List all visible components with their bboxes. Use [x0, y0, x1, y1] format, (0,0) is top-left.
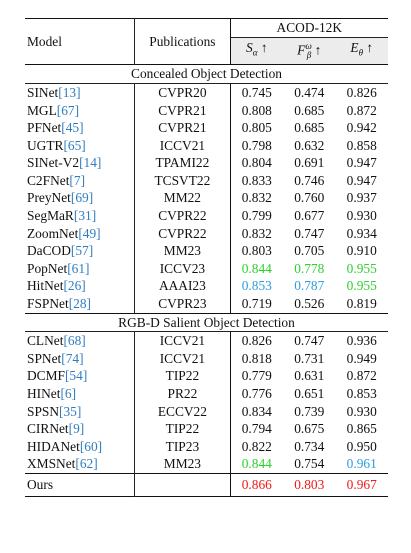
table-row [25, 102, 388, 120]
publication-cell: CVPR22 [135, 225, 230, 243]
publication-cell: MM23 [135, 455, 230, 473]
metric-value-cell: 0.675 [294, 421, 325, 437]
publication-cell [135, 473, 230, 496]
metric-value-cell: 0.910 [346, 243, 377, 259]
metric-value-cell: 0.685 [294, 102, 325, 118]
metric-value-cell: 0.826 [346, 84, 377, 100]
reference-link[interactable]: [65] [63, 137, 86, 153]
model-cell [25, 277, 135, 295]
metric-value-cell: 0.832 [241, 190, 272, 206]
table-row [25, 350, 388, 368]
section-title: RGB-D Salient Object Detection [118, 314, 295, 330]
model-name: FSPNet [27, 296, 69, 312]
metric-value-cell: 0.930 [346, 403, 377, 419]
model-name: CLNet [27, 333, 64, 349]
metric-value-cell: 0.805 [241, 120, 272, 136]
metric-value-cell: 0.947 [346, 172, 377, 188]
publication-cell: CVPR21 [135, 119, 230, 137]
model-name: Ours [25, 473, 135, 496]
model-cell [25, 367, 135, 385]
metric-value-cell: 0.942 [346, 120, 377, 136]
publication-cell: TCSVT22 [135, 172, 230, 190]
dataset-header: ACOD-12K [276, 20, 343, 35]
section-header-row [25, 313, 388, 332]
metric-value-cell: 0.872 [346, 102, 377, 118]
metric-value-cell: 0.779 [241, 368, 272, 384]
publication-cell: TIP23 [135, 438, 230, 456]
metric-value-cell: 0.754 [294, 456, 325, 472]
model-name: XMSNet [27, 456, 76, 472]
reference-link[interactable]: [9] [68, 421, 85, 437]
metric-value-cell: 0.739 [294, 403, 325, 419]
publication-cell: MM23 [135, 242, 230, 260]
metric-value-cell: 0.822 [241, 438, 272, 454]
metric-value-cell: 0.803 [241, 243, 272, 259]
model-cell [25, 189, 135, 207]
model-name: PreyNet [27, 190, 71, 206]
model-name: MGL [27, 102, 57, 118]
metric-value-cell: 0.691 [294, 155, 325, 171]
metric-f-beta-omega-header: $F^\omega_\beta$ ↑ [283, 37, 335, 65]
table-row [25, 332, 388, 350]
metric-value-cell: 0.858 [346, 137, 377, 153]
reference-link[interactable]: [61] [67, 260, 90, 276]
model-name: HINet [27, 386, 61, 402]
metric-value-cell: 0.746 [294, 172, 325, 188]
header-row [25, 19, 388, 38]
model-name: DCMF [27, 368, 65, 384]
table-row [25, 137, 388, 155]
reference-link[interactable]: [35] [59, 403, 82, 419]
section-title: Concealed Object Detection [131, 66, 282, 82]
publication-cell: ICCV23 [135, 260, 230, 278]
metric-value-cell: 0.937 [346, 190, 377, 206]
metric-value-cell: 0.955 [346, 260, 377, 276]
ours-row [25, 473, 388, 496]
reference-link[interactable]: [31] [73, 208, 97, 224]
metric-value-cell: 0.776 [241, 386, 272, 402]
reference-link[interactable]: [67] [56, 102, 80, 118]
reference-link[interactable]: [6] [60, 386, 77, 402]
reference-link[interactable]: [62] [75, 456, 98, 472]
model-cell [25, 102, 135, 120]
model-cell [25, 207, 135, 225]
table-row [25, 295, 388, 313]
publication-cell: CVPR22 [135, 207, 230, 225]
metric-value-cell: 0.865 [346, 421, 377, 437]
metric-value-cell: 0.734 [294, 438, 325, 454]
reference-link[interactable]: [13] [58, 84, 81, 100]
metric-value-cell: 0.818 [241, 350, 272, 366]
metric-s-alpha-header: $S_\alpha$ ↑ [230, 37, 283, 65]
results-table [25, 18, 388, 497]
model-cell [25, 403, 135, 421]
metric-value-cell: 0.799 [241, 208, 272, 224]
metric-value-cell: 0.949 [346, 350, 377, 366]
publication-cell: TIP22 [135, 367, 230, 385]
model-name: DaCOD [27, 243, 71, 259]
reference-link[interactable]: [60] [79, 438, 103, 454]
model-cell [25, 350, 135, 368]
model-cell [25, 242, 135, 260]
publication-cell: CVPR23 [135, 295, 230, 313]
metric-value-cell: 0.794 [241, 421, 272, 437]
metric-value-cell: 0.474 [294, 84, 325, 100]
model-name: UGTR [27, 137, 64, 153]
table-row [25, 385, 388, 403]
publication-cell: PR22 [135, 385, 230, 403]
reference-link[interactable]: [69] [70, 190, 94, 206]
table-row [25, 403, 388, 421]
table-row [25, 154, 388, 172]
model-name: SINet [27, 84, 59, 100]
model-cell [25, 119, 135, 137]
reference-link[interactable]: [7] [69, 172, 86, 188]
reference-link[interactable]: [28] [68, 296, 91, 312]
table-row [25, 420, 388, 438]
model-name: CIRNet [27, 421, 69, 437]
publication-cell: CVPR21 [135, 102, 230, 120]
publication-cell: ICCV21 [135, 332, 230, 350]
publication-cell: ECCV22 [135, 403, 230, 421]
metric-value-cell: 0.950 [346, 438, 377, 454]
model-cell [25, 137, 135, 155]
model-cell [25, 332, 135, 350]
table-row [25, 367, 388, 385]
model-name: ZoomNet [27, 225, 79, 241]
metric-value-cell: 0.833 [241, 172, 272, 188]
metric-value-cell: 0.866 [241, 477, 272, 493]
metric-value-cell: 0.844 [241, 260, 272, 276]
metric-value-cell: 0.747 [294, 333, 325, 349]
publication-cell: TPAMI22 [135, 154, 230, 172]
table-row [25, 207, 388, 225]
publication-cell: MM22 [135, 189, 230, 207]
table-row [25, 242, 388, 260]
model-name: HitNet [27, 278, 64, 294]
model-name: PFNet [27, 120, 62, 136]
metric-value-cell: 0.934 [346, 225, 377, 241]
model-cell [25, 260, 135, 278]
model-cell [25, 295, 135, 313]
metric-value-cell: 0.844 [241, 456, 272, 472]
model-name: SINet-V2 [27, 155, 80, 171]
section-header-row [25, 65, 388, 84]
table-row [25, 455, 388, 473]
metric-value-cell: 0.961 [346, 456, 377, 472]
metric-value-cell: 0.808 [241, 102, 272, 118]
reference-link[interactable]: [57] [70, 243, 94, 259]
reference-link[interactable]: [14] [79, 155, 102, 171]
publication-cell: CVPR20 [135, 83, 230, 101]
table-row [25, 189, 388, 207]
model-name: C2FNet [27, 172, 70, 188]
reference-link[interactable]: [45] [61, 120, 84, 136]
metric-value-cell: 0.632 [294, 137, 325, 153]
table-body [25, 65, 388, 497]
metric-value-cell: 0.834 [241, 403, 272, 419]
model-name: HIDANet [27, 438, 80, 454]
metric-value-cell: 0.778 [294, 260, 325, 276]
metric-value-cell: 0.719 [241, 296, 272, 312]
metric-value-cell: 0.955 [346, 278, 377, 294]
model-name: SPSN [27, 403, 60, 419]
table-row [25, 119, 388, 137]
publication-cell: ICCV21 [135, 350, 230, 368]
metric-value-cell: 0.832 [241, 225, 272, 241]
metric-value-cell: 0.631 [294, 368, 325, 384]
metric-value-cell: 0.936 [346, 333, 377, 349]
metric-value-cell: 0.760 [294, 190, 325, 206]
metric-value-cell: 0.930 [346, 208, 377, 224]
model-cell [25, 225, 135, 243]
metric-e-theta-header: $E_\theta$ ↑ [336, 37, 389, 65]
reference-link[interactable]: [26] [63, 278, 86, 294]
metric-value-cell: 0.853 [241, 278, 272, 294]
reference-link[interactable]: [54] [64, 368, 88, 384]
reference-link[interactable]: [74] [61, 350, 84, 366]
metric-value-cell: 0.747 [294, 225, 325, 241]
model-name: SPNet [27, 350, 62, 366]
metric-value-cell: 0.677 [294, 208, 325, 224]
metric-value-cell: 0.798 [241, 137, 272, 153]
model-cell [25, 420, 135, 438]
metric-value-cell: 0.947 [346, 155, 377, 171]
model-cell [25, 172, 135, 190]
publication-cell: ICCV21 [135, 137, 230, 155]
metric-value-cell: 0.819 [346, 296, 377, 312]
metric-value-cell: 0.731 [294, 350, 325, 366]
reference-link[interactable]: [49] [78, 225, 101, 241]
metric-value-cell: 0.826 [241, 333, 272, 349]
model-name: PopNet [27, 260, 68, 276]
metric-value-cell: 0.872 [346, 368, 377, 384]
metric-value-cell: 0.804 [241, 155, 272, 171]
table-row [25, 225, 388, 243]
table-row [25, 260, 388, 278]
metric-value-cell: 0.853 [346, 386, 377, 402]
table-row [25, 172, 388, 190]
metric-value-cell: 0.651 [294, 386, 325, 402]
metric-value-cell: 0.685 [294, 120, 325, 136]
model-name: SegMaR [27, 208, 74, 224]
metric-value-cell: 0.526 [294, 296, 325, 312]
model-cell [25, 154, 135, 172]
metric-value-cell: 0.745 [241, 84, 272, 100]
model-column-header: Model [25, 19, 135, 65]
metric-value-cell: 0.705 [294, 243, 325, 259]
table-row [25, 83, 388, 101]
model-cell [25, 455, 135, 473]
metric-value-cell: 0.787 [294, 278, 325, 294]
table-row [25, 277, 388, 295]
metric-value-cell: 0.803 [294, 477, 325, 493]
model-cell [25, 438, 135, 456]
publication-cell: TIP22 [135, 420, 230, 438]
table-row [25, 438, 388, 456]
model-cell [25, 83, 135, 101]
metric-value-cell: 0.967 [346, 477, 377, 493]
model-cell [25, 385, 135, 403]
publication-cell: AAAI23 [135, 277, 230, 295]
publications-column-header: Publications [135, 19, 230, 65]
reference-link[interactable]: [68] [63, 333, 86, 349]
